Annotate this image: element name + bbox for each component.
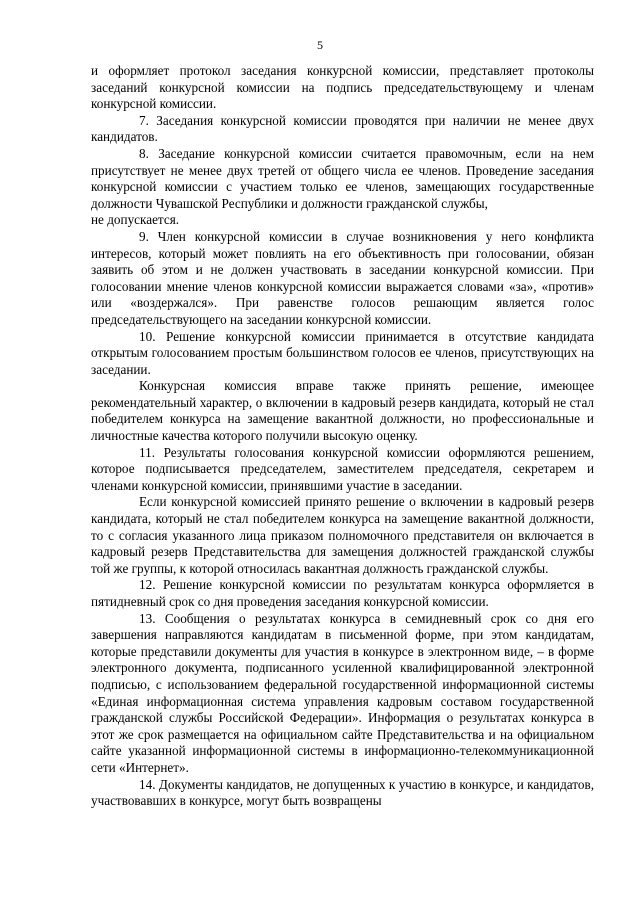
paragraph-item-12: 12. Решение конкурсной комиссии по результатам конкурса оформляется в пятидневный срок со дня проведения заседания конкурсной комиссии. [91, 577, 594, 609]
paragraph-item-13: 13. Сообщения о результатах конкурса в семидневный срок со дня его завершения направляются кандидатам в письменной форме, при этом кандидатам, которые представили документы для участия в конкурсе в электронном виде, – в форме электронного документа, подписанного усиленной квалифицированной электронной подписью, с использованием федеральной государственной информационной системы «Единая информационная система управления кадровым составом государственной гражданской службы Российской Федерации». Информация о результатах конкурса в этот же срок размещается на официальном сайте Представительства и на официальном сайте указанной информационной системы в информационно-телекоммуникационной сети «Интернет». [91, 610, 594, 775]
paragraph-reserve-recommendation: Конкурсная комиссия вправе также принять решение, имеющее рекомендательный характер, о включении в кадровый резерв кандидата, который не стал победителем конкурса на замещение вакантной должности, но профессиональные и личностные качества которого получили высокую оценку. [91, 378, 594, 444]
paragraph-item-8-ending: не допускается. [91, 212, 180, 228]
paragraph-item-14: 14. Документы кандидатов, не допущенных к участию в конкурсе, и кандидатов, участвовавших в конкурсе, могут быть возвращены [91, 776, 594, 809]
paragraph-reserve-inclusion: Если конкурсной комиссией принято решение о включении в кадровый резерв кандидата, который не стал победителем конкурса на замещение вакантной должности, то с согласия указанного лица приказом полномочного представителя он включается в кадровый резерв Представительства для замещения должностей гражданской службы той же группы, к которой относилась вакантная должность гражданской службы. [91, 494, 594, 576]
paragraph-item-8: 8. Заседание конкурсной комиссии считается правомочным, если на нем присутствует не менее двух третей от общего числа ее членов. Проведение заседания конкурсной комиссии с участием только ее членов, замещающих государственные должности Чувашской Республики и должности гражданской службы, [91, 145, 594, 211]
paragraph-item-9: 9. Член конкурсной комиссии в случае возникновения у него конфликта интересов, который может повлиять на его объективность при голосовании, обязан заявить об этом и не должен участвовать в заседании конкурсной комиссии. При голосовании мнение членов конкурсной комиссии выражается словами «за», «против» или «воздержался». При равенстве голосов решающим является голос председательствующего на заседании конкурсной комиссии. [91, 228, 594, 327]
paragraph-item-11: 11. Результаты голосования конкурсной комиссии оформляются решением, которое подписывается председателем, заместителем председателя, секретарем и членами конкурсной комиссии, принявшими участие в заседании. [91, 444, 594, 493]
document-body [91, 63, 594, 810]
paragraph-item-10: 10. Решение конкурсной комиссии принимается в отсутствие кандидата открытым голосованием простым большинством голосов ее членов, присутствующих на заседании. [91, 328, 594, 377]
paragraph-item-7: 7. Заседания конкурсной комиссии проводятся при наличии не менее двух кандидатов. [91, 112, 594, 145]
paragraph-continuation: и оформляет протокол заседания конкурсной комиссии, представляет протоколы заседаний конкурсной комиссии на подпись председательствующему и членам конкурсной комиссии. [91, 63, 594, 112]
page-number: 5 [317, 38, 323, 52]
